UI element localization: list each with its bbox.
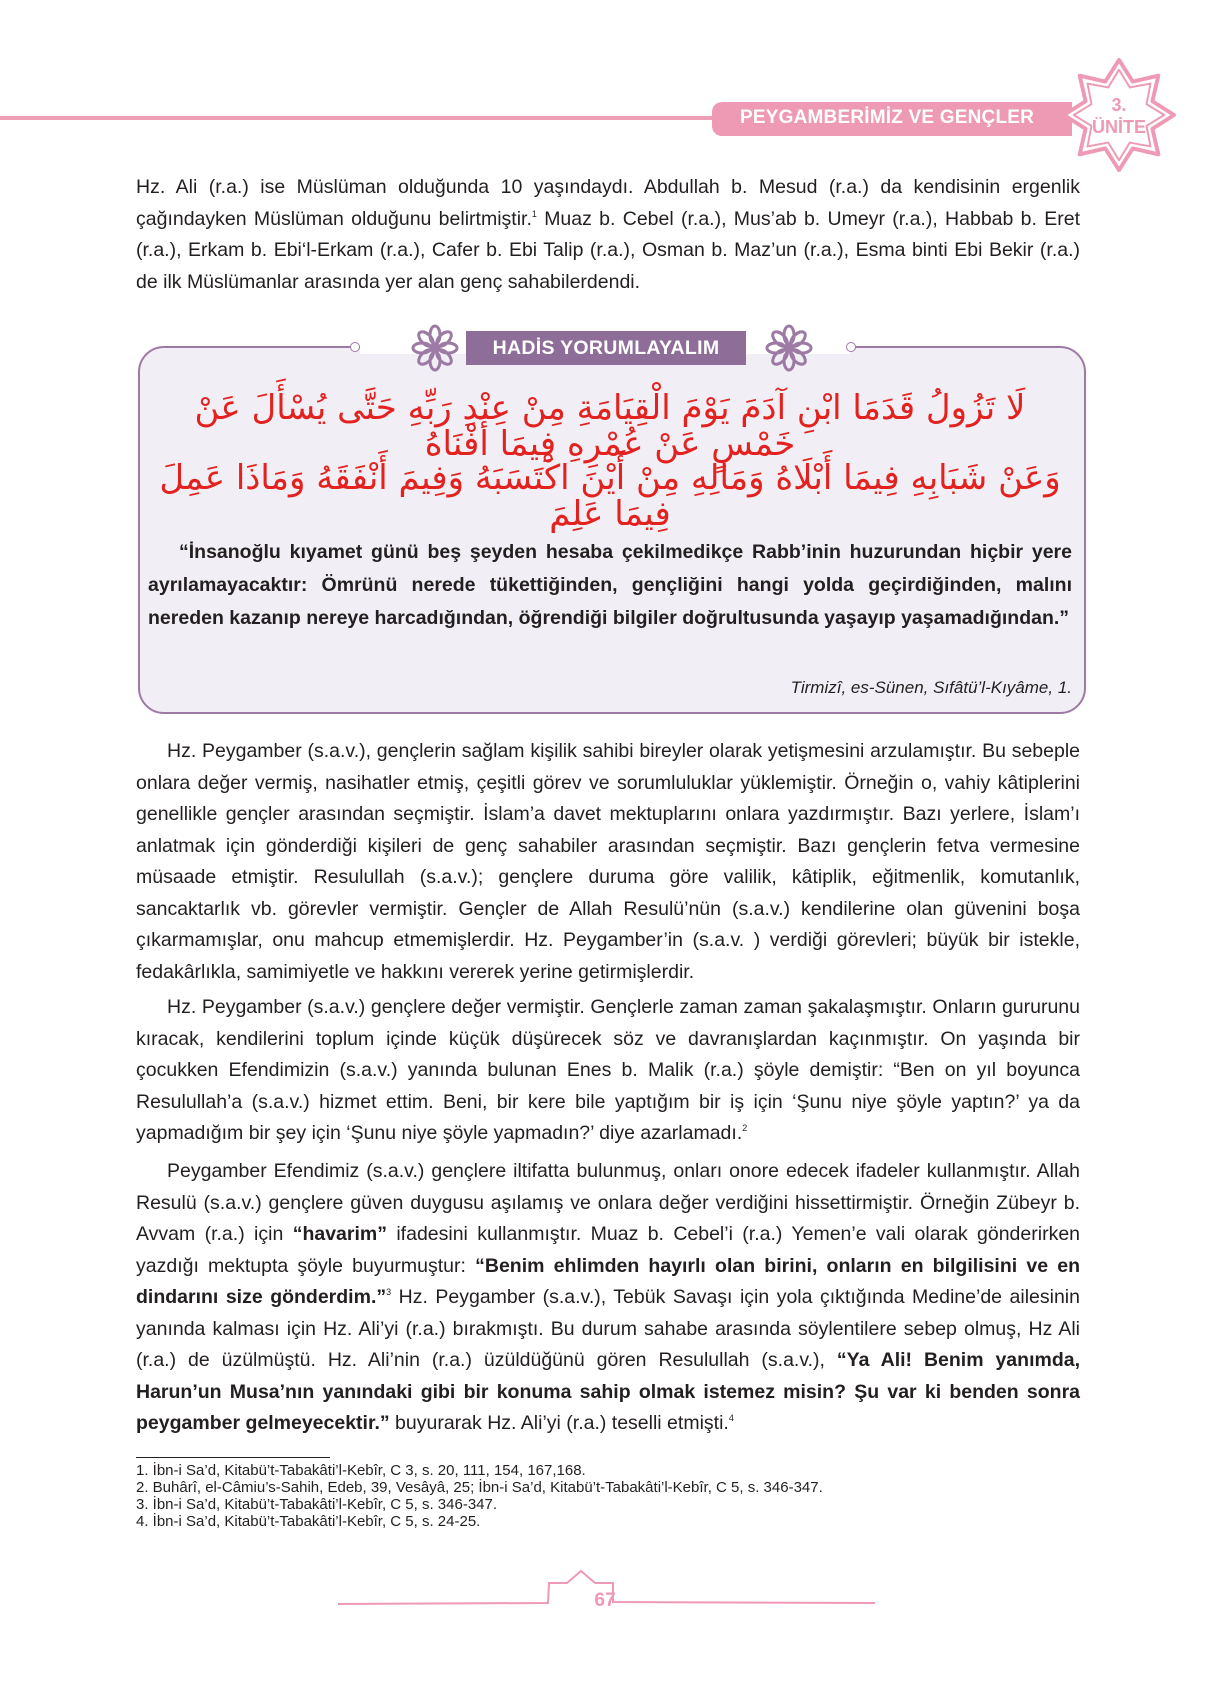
quote-ya-ali: “Ya Ali! Benim yanımda, Harun’un Musa’nın yanındaki gibi bir konuma sahip olmak istemez misin? Şu var ki benden sonra peygamber gelmeyecektir.” <box>136 1349 1080 1434</box>
unit-word: ÜNİTE <box>1092 117 1146 137</box>
footnote-ref-3[interactable]: 3 <box>386 1287 392 1297</box>
rosette-icon <box>764 323 814 373</box>
hadith-translation <box>148 536 1072 635</box>
arabic-hadith-line-1: لَا تَزُولُ قَدَمَا ابْنِ آدَمَ يَوْمَ الْقِيَامَةِ مِنْ عِنْدِ رَبِّهِ حَتَّى يُسْأَلَ عَنْ خَمْسٍ عَنْ عُمْرِهِ فِيمَا أَفْنَاهُ <box>194 388 1026 464</box>
footnote-2: 2. Buhârî, el-Câmiu’s-Sahih, Edeb, 39, Vesâyâ, 25; İbn-i Sa’d, Kitabü’t-Tabakâti’l-Kebîr, C 5, s. 346-347. <box>136 1479 823 1496</box>
chapter-title: PEYGAMBERİMİZ VE GENÇLER <box>740 107 1035 128</box>
paragraph-4-text-3: Hz. Peygamber (s.a.v.), Tebük Savaşı için yola çıktığında Medine’de ailesinin yanında kalması için Hz. Ali’yi (r.a.) bırakmıştı. Bu durum sahabe arasında söylentilere sebep olmuş, Hz Ali (r.a.) de üzülmüştü. Hz. Ali’nin (r.a.) üzüldüğünü gören Resulullah (s.a.v.), <box>136 1286 1080 1371</box>
paragraph-4-text-2: ifadesini kullanmıştır. Muaz b. Cebel’i (r.a.) Yemen’e vali olarak gönderirken yazdığı mektupta şöyle buyurmuştur: <box>136 1223 1081 1277</box>
intro-paragraph <box>136 172 1080 298</box>
intro-text-2: Muaz b. Cebel (r.a.), Mus’ab b. Umeyr (r.a.), Habbab b. Eret (r.a.), Erkam b. Ebi‘l-Erkam (r.a.), Cafer b. Ebi Talip (r.a.), Osman b. Maz’un (r.a.), Esma binti Ebi Bekir (r.a.) de ilk Müslümanlar arasında yer alan genç sahabilerdendi. <box>136 207 1080 293</box>
arabic-hadith-line-2: وَعَنْ شَبَابِهِ فِيمَا أَبْلَاهُ وَمَالِهِ مِنْ أَيْنَ اكْتَسَبَهُ وَفِيمَ أَنْفَقَهُ وَمَاذَا عَمِلَ فِيمَا عَلِمَ <box>159 458 1061 534</box>
footnote-1: 1. İbn-i Sa’d, Kitabü’t-Tabakâti’l-Kebîr, C 3, s. 20, 111, 154, 167,168. <box>136 1462 586 1479</box>
footnote-divider <box>136 1457 330 1458</box>
hadith-title: HADİS YORUMLAYALIM <box>492 337 720 359</box>
page-number: 67 <box>594 1590 616 1611</box>
hadith-line-dot-right <box>846 342 856 352</box>
footnote-ref-2[interactable]: 2 <box>742 1123 748 1133</box>
paragraph-2 <box>136 736 1080 988</box>
footnote-4: 4. İbn-i Sa’d, Kitabü’t-Tabakâti’l-Kebîr, C 5, s. 24-25. <box>136 1513 481 1530</box>
unit-number: 3. <box>1111 95 1127 115</box>
footnote-ref-1[interactable]: 1 <box>531 208 537 219</box>
footnote-ref-4[interactable]: 4 <box>728 1413 734 1423</box>
header-rule <box>0 116 720 120</box>
paragraph-3-text: Hz. Peygamber (s.a.v.) gençlere değer vermiştir. Gençlerle zaman zaman şakalaşmıştır. Onların gururunu kıracak, kendilerini toplum içinde küçük düşürecek söz ve davranışlardan kaçınmıştır. On yaşında bir çocukken Efendimizin (s.a.v.) yanında bulunan Enes b. Malik (r.a.) şöyle demiştir: “Ben on yıl boyunca Resulullah’a (s.a.v.) hizmet ettim. Beni, bir kere bile yaptığım bir iş için ‘Şunu niye şöyle yaptın?’ ya da yapmadığım bir şey için ‘Şunu niye şöyle yapmadın?’ diye azarlamadı. <box>136 996 1080 1144</box>
paragraph-4-text-4: buyurarak Hz. Ali’yi (r.a.) teselli etmişti. <box>389 1412 729 1434</box>
quote-havarim: “havarim” <box>292 1223 387 1245</box>
unit-label <box>1060 94 1178 138</box>
hadith-line-dot-left <box>350 342 360 352</box>
quote-letter: “Benim ehlimden hayırlı olan birini, onların en bilgilisini ve en dindarını size gönderdim.” <box>136 1254 1080 1308</box>
rosette-icon <box>410 323 460 373</box>
footnote-3: 3. İbn-i Sa’d, Kitabü’t-Tabakâti’l-Kebîr, C 5, s. 346-347. <box>136 1496 498 1513</box>
paragraph-3 <box>136 992 1080 1150</box>
intro-text-1: Hz. Ali (r.a.) ise Müslüman olduğunda 10 yaşındaydı. Abdullah b. Mesud (r.a.) da kendisinin ergenlik çağındayken Müslüman olduğunu belirtmiştir. <box>136 176 1080 230</box>
hadith-translation-text: “İnsanoğlu kıyamet günü beş şeyden hesaba çekilmedikçe Rabb’inin huzurundan hiçbir yere ayrılamayacaktır: Ömrünü nerede tükettiğinden, gençliğini hangi yolda geçirdiğinden, malını nereden kazanıp nereye harcadığından, öğrendiği bilgiler doğrultusunda yaşayıp yaşamadığından.” <box>148 541 1072 629</box>
hadith-source: Tirmizî, es-Sünen, Sıfâtü’l-Kıyâme, 1. <box>790 678 1072 697</box>
paragraph-4 <box>136 1156 1080 1440</box>
paragraph-4-text-1: Peygamber Efendimiz (s.a.v.) gençlere iltifatta bulunmuş, onları onore edecek ifadeler kullanmıştır. Allah Resulü (s.a.v.) gençlere güven duygusu aşılamış ve onlara değer verdiğini hissettirmiştir. Örneğin Zübeyr b. Avvam (r.a.) için <box>136 1160 1080 1245</box>
paragraph-2-text: Hz. Peygamber (s.a.v.), gençlerin sağlam kişilik sahibi bireyler olarak yetişmesini arzulamıştır. Bu sebeple onlara değer vermiş, nasihatler etmiş, çeşitli görev ve sorumluluklar yüklemiştir. Örneğin o, vahiy kâtiplerini genellikle gençler arasından seçmiştir. İslam’a davet mektuplarını onlara yazdırmıştır. Bazı yerlere, İslam’ı anlatmak için gönderdiği kişileri de genç sahabiler arasından seçmiştir. Bazı gençlerin fetva vermesine müsaade etmiştir. Resulullah (s.a.v.); gençlere duruma göre valilik, kâtiplik, eğitmenlik, komutanlık, sancaktarlık vb. görevler vermiştir. Gençler de Allah Resulü’nün (s.a.v.) kendilerine olan güvenini boşa çıkarmamışlar, onu mahcup etmemişlerdir. Hz. Peygamber’in (s.a.v. ) verdiği görevleri; büyük bir istekle, fedakârlıkla, samimiyetle ve hakkını vererek yerine getirmişlerdir. <box>136 740 1080 983</box>
